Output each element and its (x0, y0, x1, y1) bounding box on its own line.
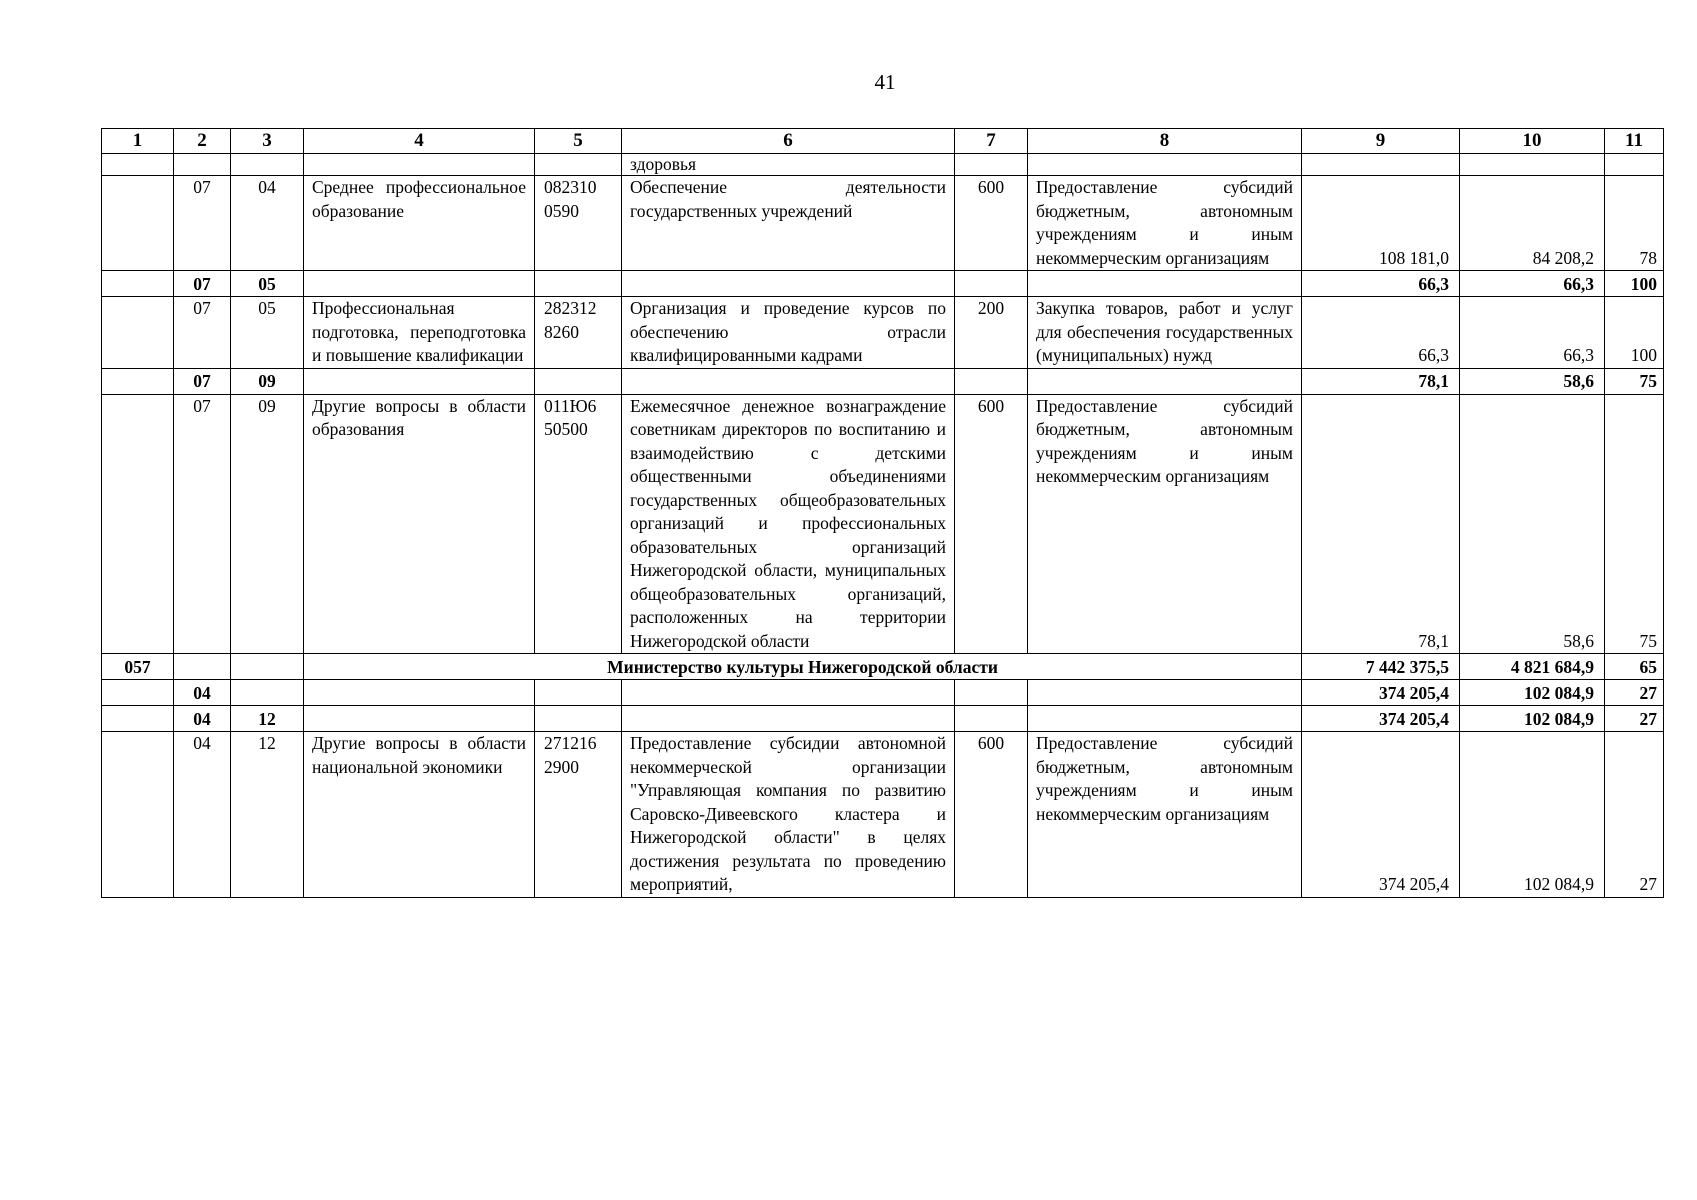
subsection-cell: 05 (231, 297, 304, 369)
plan-cell: 374 205,4 (1302, 732, 1460, 898)
table-row (102, 297, 1664, 369)
target-code-cell: 271216 2900 (535, 732, 622, 898)
percent-cell: 100 (1605, 271, 1664, 297)
purpose-cell: Организация и проведение курсов по обеспечению отрасли квалифицированными кадрами (622, 297, 955, 369)
purpose-cell: Обеспечение деятельности государственных учреждений (622, 176, 955, 271)
purpose-cell: здоровья (622, 154, 955, 176)
section-cell: 07 (174, 297, 231, 369)
plan-cell: 66,3 (1302, 297, 1460, 369)
purpose-cell: Предоставление субсидии автономной некоммерческой организации "Управляющая компания по развитию Саровско-Дивеевского кластера и Нижегородской области" в целях достижения результата по проведению мероприятий, (622, 732, 955, 898)
header-cell: 11 (1605, 129, 1664, 154)
actual-cell: 58,6 (1460, 368, 1605, 394)
percent-cell: 65 (1605, 654, 1664, 680)
expense-type-cell: 600 (955, 176, 1028, 271)
subtotal-row (102, 706, 1664, 732)
ministry-code-cell: 057 (102, 654, 174, 680)
percent-cell: 78 (1605, 176, 1664, 271)
percent-cell: 75 (1605, 394, 1664, 654)
header-cell: 3 (231, 129, 304, 154)
percent-cell: 75 (1605, 368, 1664, 394)
percent-cell: 27 (1605, 706, 1664, 732)
percent-cell: 27 (1605, 732, 1664, 898)
expense-type-cell: 200 (955, 297, 1028, 369)
subsection-name-cell: Другие вопросы в области образования (304, 394, 535, 654)
plan-cell: 78,1 (1302, 394, 1460, 654)
actual-cell: 66,3 (1460, 297, 1605, 369)
actual-cell: 102 084,9 (1460, 706, 1605, 732)
expense-name-cell: Закупка товаров, работ и услуг для обеспечения государственных (муниципальных) нужд (1028, 297, 1302, 369)
subsection-name-cell: Другие вопросы в области национальной экономики (304, 732, 535, 898)
subsection-name-cell: Среднее профессиональное образование (304, 176, 535, 271)
expense-type-cell: 600 (955, 394, 1028, 654)
table-row (102, 394, 1664, 654)
table-row (102, 732, 1664, 898)
purpose-cell: Ежемесячное денежное вознаграждение советникам директоров по воспитанию и взаимодействию с детскими общественными объединениями государственных общеобразовательных организаций и профессиональных образовательных организаций Нижегородской области, муниципальных общеобразовательных организаций, расположенных на территории Нижегородской области (622, 394, 955, 654)
ministry-row (102, 654, 1664, 680)
section-cell: 04 (174, 680, 231, 706)
header-row (102, 129, 1664, 154)
percent-cell: 27 (1605, 680, 1664, 706)
expense-type-cell: 600 (955, 732, 1028, 898)
percent-cell: 100 (1605, 297, 1664, 369)
subsection-cell: 09 (231, 394, 304, 654)
actual-cell: 102 084,9 (1460, 732, 1605, 898)
actual-cell: 4 821 684,9 (1460, 654, 1605, 680)
expense-name-cell: Предоставление субсидий бюджетным, автономным учреждениям и иным некоммерческим организациям (1028, 394, 1302, 654)
budget-table (101, 128, 1664, 898)
actual-cell: 58,6 (1460, 394, 1605, 654)
subsection-cell: 12 (231, 732, 304, 898)
subsection-cell: 05 (231, 271, 304, 297)
expense-name-cell: Предоставление субсидий бюджетным, автономным учреждениям и иным некоммерческим организациям (1028, 176, 1302, 271)
section-cell: 07 (174, 176, 231, 271)
subsection-cell: 09 (231, 368, 304, 394)
section-cell: 07 (174, 394, 231, 654)
page-number: 41 (874, 70, 896, 94)
table-row (102, 154, 1664, 176)
plan-cell: 7 442 375,5 (1302, 654, 1460, 680)
header-cell: 4 (304, 129, 535, 154)
actual-cell: 66,3 (1460, 271, 1605, 297)
header-cell: 2 (174, 129, 231, 154)
actual-cell: 102 084,9 (1460, 680, 1605, 706)
subtotal-row (102, 271, 1664, 297)
subsection-cell: 04 (231, 176, 304, 271)
subsection-cell: 12 (231, 706, 304, 732)
plan-cell: 66,3 (1302, 271, 1460, 297)
section-cell: 07 (174, 368, 231, 394)
ministry-title-cell: Министерство культуры Нижегородской области (304, 654, 1302, 680)
expense-name-cell: Предоставление субсидий бюджетным, автономным учреждениям и иным некоммерческим организациям (1028, 732, 1302, 898)
plan-cell: 108 181,0 (1302, 176, 1460, 271)
header-cell: 6 (622, 129, 955, 154)
section-cell: 07 (174, 271, 231, 297)
plan-cell: 374 205,4 (1302, 706, 1460, 732)
subtotal-row (102, 368, 1664, 394)
actual-cell: 84 208,2 (1460, 176, 1605, 271)
target-code-cell: 282312 8260 (535, 297, 622, 369)
header-cell: 8 (1028, 129, 1302, 154)
section-cell: 04 (174, 732, 231, 898)
subsection-name-cell: Профессиональная подготовка, переподготовка и повышение квалификации (304, 297, 535, 369)
header-cell: 9 (1302, 129, 1460, 154)
header-cell: 5 (535, 129, 622, 154)
header-cell: 7 (955, 129, 1028, 154)
header-cell: 10 (1460, 129, 1605, 154)
section-cell: 04 (174, 706, 231, 732)
target-code-cell: 011Ю6 50500 (535, 394, 622, 654)
plan-cell: 78,1 (1302, 368, 1460, 394)
plan-cell: 374 205,4 (1302, 680, 1460, 706)
header-cell: 1 (102, 129, 174, 154)
subtotal-row (102, 680, 1664, 706)
target-code-cell: 082310 0590 (535, 176, 622, 271)
table-row (102, 176, 1664, 271)
